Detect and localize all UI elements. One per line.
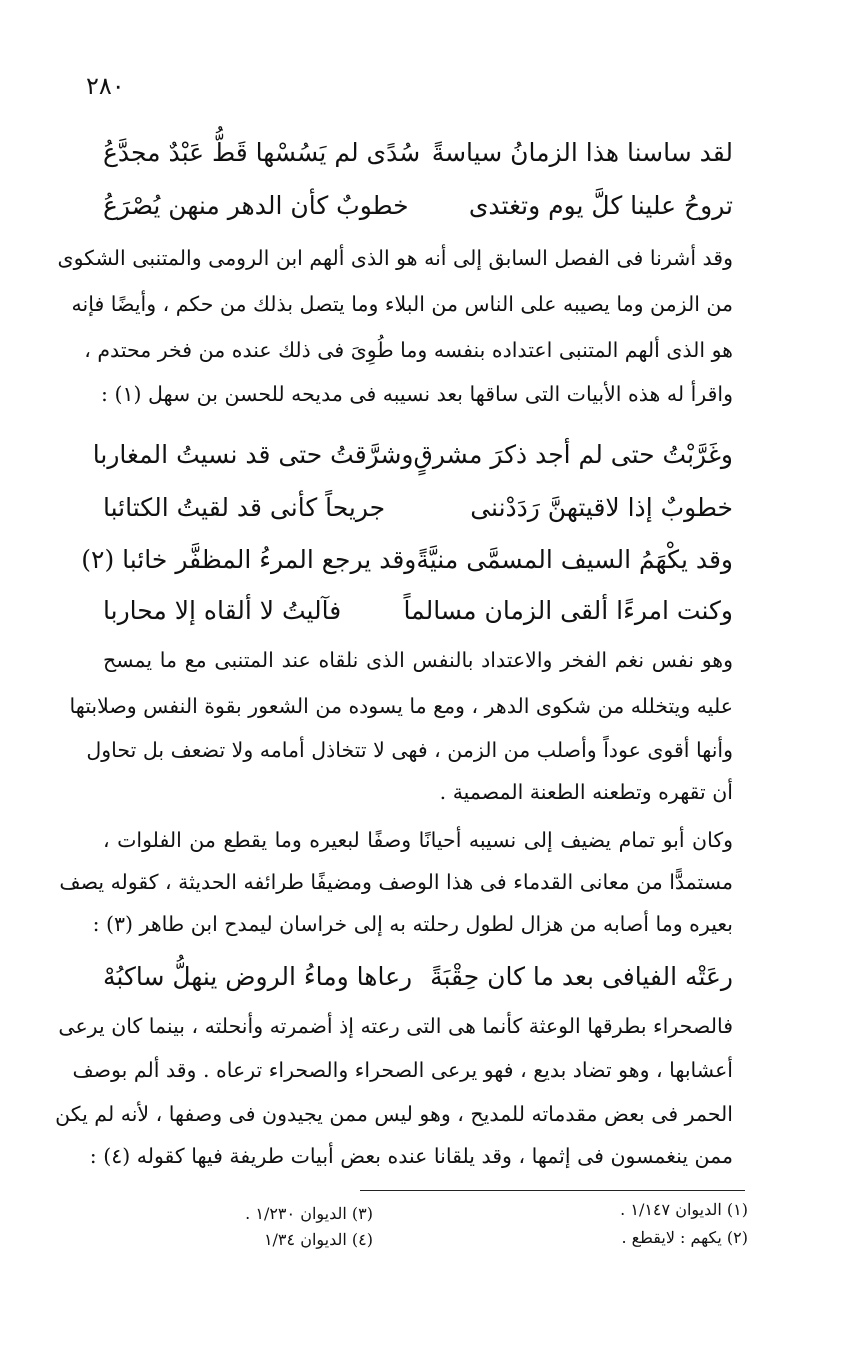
paragraph-line: أعشابها ، وهو تضاد بديع ، فهو يرعى الصحراء والصحراء ترعاه . وقد ألم بوصف <box>72 1058 733 1082</box>
verse-second-hemistich: وشرَّقتُ حتى قد نسيتُ المغاربا <box>92 439 414 469</box>
paragraph-line: ممن ينغمسون فى إثمها ، وقد يلقانا عنده بعض أبيات طريفة فيها كقوله (٤) : <box>89 1144 733 1168</box>
verse-first-hemistich: وقد يكْهَمُ السيف المسمَّى منيَّةً <box>416 544 733 574</box>
paragraph-line: مستمدًّا من معانى القدماء فى هذا الوصف ومضيفًا طرائفه الحديثة ، كقوله يصف <box>59 870 733 894</box>
verse-line <box>103 130 733 174</box>
paragraph-line: عليه ويتخلله من شكوى الدهر ، ومع ما يسوده من الشعور بقوة النفس وصلابتها <box>69 694 733 718</box>
paragraph-line: بعيره وما أصابه من هزال لطول رحلته به إلى خراسان ليمدح ابن طاهر (٣) : <box>92 912 733 936</box>
verse-line <box>103 954 733 998</box>
verse-line <box>92 432 733 476</box>
paragraph-line: أن تقهره وتطعنه الطعنة المصمية . <box>439 780 733 804</box>
verse-second-hemistich: خطوبٌ كأن الدهر منهن يُصْرَعُ <box>103 190 409 220</box>
verse-line <box>81 537 733 581</box>
verse-first-hemistich: لقد ساسنا هذا الزمانُ سياسةً <box>431 137 733 167</box>
paragraph-line: وهو نفس نغم الفخر والاعتداد بالنفس الذى نلقاه عند المتنبى مع ما يمسح <box>103 648 733 672</box>
verse-second-hemistich: وقد يرجع المرءُ المظفَّر خائبا (٢) <box>81 544 417 574</box>
verse-second-hemistich: فآليتُ لا ألقاه إلا محاربا <box>103 595 342 625</box>
verse-first-hemistich: وكنت امرءًا ألقى الزمان مسالماً <box>403 595 733 625</box>
paragraph-line: وأنها أقوى عوداً وأصلب من الزمن ، فهى لا تتخاذل أمامه ولا تضعف بل تحاول <box>86 738 733 762</box>
paragraph-line: الحمر فى بعض مقدماته للمديح ، وهو ليس ممن يجيدون فى وصفها ، لأنه لم يكن <box>55 1102 733 1126</box>
footnote: (٣) الديوان ١/٢٣٠ . <box>245 1204 373 1223</box>
verse-line <box>103 588 733 632</box>
paragraph-line: هو الذى ألهم المتنبى اعتداده بنفسه وما طُوِىَ فى ذلك عنده من فخر محتدم ، <box>84 338 733 362</box>
paragraph-line: واقرأ له هذه الأبيات التى ساقها بعد نسيبه فى مديحه للحسن بن سهل (١) : <box>101 382 733 406</box>
paragraph-line: فالصحراء بطرقها الوعثة كأنما هى التى رعته إذ أضمرته وأنحلته ، بينما كان يرعى <box>58 1014 733 1038</box>
verse-second-hemistich: جريحاً كأنى قد لقيتُ الكتائبا <box>103 492 386 522</box>
verse-first-hemistich: خطوبٌ إذا لاقيتهنَّ رَدَدْننى <box>470 492 733 522</box>
footnote: (٢) يكهم : لايقطع . <box>621 1228 748 1247</box>
verse-second-hemistich: رعاها وماءُ الروض ينهلُّ ساكبُهْ <box>103 961 413 991</box>
verse-first-hemistich: رعَتْه الفيافى بعد ما كان حِقْبَةً <box>430 961 733 991</box>
page-number: ٢٨٠ <box>86 72 125 100</box>
footnote: (١) الديوان ١/١٤٧ . <box>620 1200 748 1219</box>
paragraph-line: وكان أبو تمام يضيف إلى نسيبه أحيانًا وصفًا لبعيره وما يقطع من الفلوات ، <box>103 828 733 852</box>
verse-first-hemistich: وغَرَّبْتُ حتى لم أجد ذكرَ مشرقٍ <box>413 439 733 469</box>
paragraph-line: وقد أشرنا فى الفصل السابق إلى أنه هو الذى ألهم ابن الرومى والمتنبى الشكوى <box>57 246 733 270</box>
footnote-divider <box>360 1190 745 1191</box>
verse-first-hemistich: تروحُ علينا كلَّ يوم وتغتدى <box>468 190 733 220</box>
verse-line <box>103 183 733 227</box>
paragraph-line: من الزمن وما يصيبه على الناس من البلاء وما يتصل بذلك من حكم ، وأيضًا فإنه <box>71 292 733 316</box>
verse-second-hemistich: سُدًى لم يَسُسْها قَطُّ عَبْدٌ مجدَّعُ <box>103 137 421 167</box>
footnote: (٤) الديوان ١/٣٤ <box>263 1230 373 1249</box>
verse-line <box>103 485 733 529</box>
